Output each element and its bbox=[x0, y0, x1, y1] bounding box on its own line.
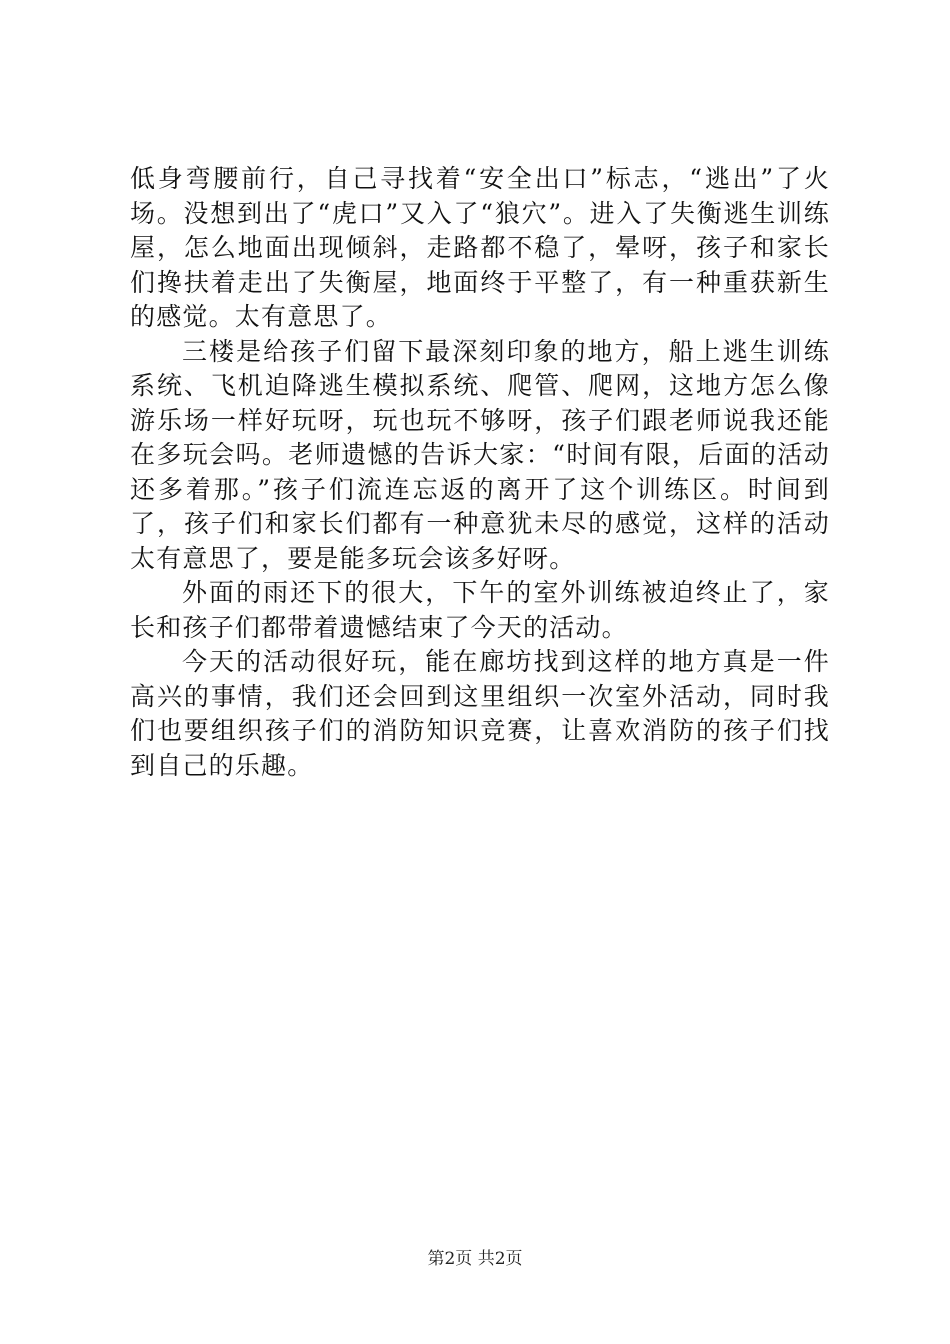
paragraph-4: 今天的活动很好玩，能在廊坊找到这样的地方真是一件高兴的事情，我们还会回到这里组织一次室外活动，同时我们也要组织孩子们的消防知识竞赛，让喜欢消防的孩子们找到自己的乐趣。 bbox=[130, 647, 830, 780]
paragraph-1: 低身弯腰前行，自己寻找着“安全出口”标志，“逃出”了火场。没想到出了“虎口”又入了“狼穴”。进入了失衡逃生训练屋，怎么地面出现倾斜，走路都不稳了，晕呀，孩子和家长们搀扶着走出了失衡屋，地面终于平整了，有一种重获新生的感觉。太有意思了。 bbox=[130, 164, 830, 331]
page-number-label: 第2页 共2页 bbox=[427, 1249, 523, 1269]
page-footer bbox=[0, 1244, 950, 1269]
document-body bbox=[130, 162, 830, 783]
paragraph-2: 三楼是给孩子们留下最深刻印象的地方，船上逃生训练系统、飞机迫降逃生模拟系统、爬管、爬网，这地方怎么像游乐场一样好玩呀，玩也玩不够呀，孩子们跟老师说我还能在多玩会吗。老师遗憾的告诉大家：“时间有限，后面的活动还多着那。”孩子们流连忘返的离开了这个训练区。时间到了，孩子们和家长们都有一种意犹未尽的感觉，这样的活动太有意思了，要是能多玩会该多好呀。 bbox=[130, 336, 830, 573]
paragraph-3: 外面的雨还下的很大，下午的室外训练被迫终止了，家长和孩子们都带着遗憾结束了今天的活动。 bbox=[130, 578, 830, 642]
